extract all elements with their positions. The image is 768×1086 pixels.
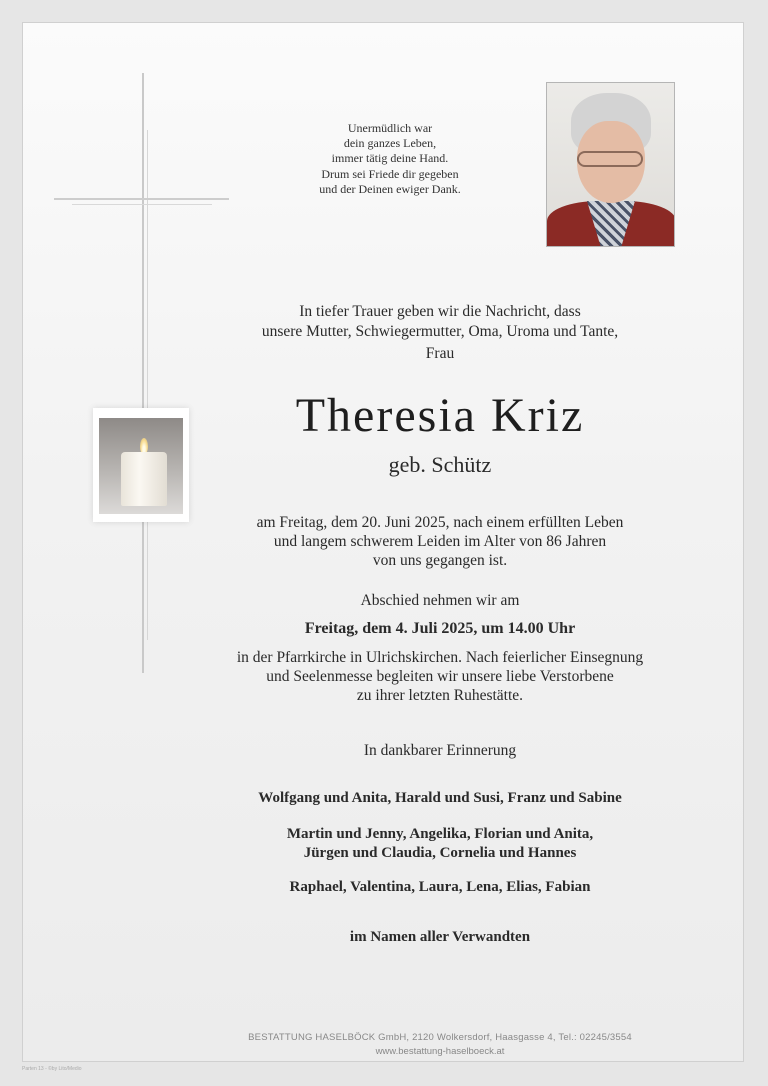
death-line: und langem schwerem Leiden im Alter von 86 Jahren: [273, 533, 607, 550]
cross-vertical-beam-shadow: [147, 130, 148, 640]
mourners-line: Jürgen und Claudia, Cornelia und Hannes: [303, 845, 577, 861]
announcement-intro: [180, 302, 700, 341]
deceased-name: Theresia Kriz: [295, 389, 585, 442]
place-line: zu ihrer letzten Ruhestätte.: [356, 687, 524, 704]
mourners-closing: im Namen aller Verwandten: [349, 929, 531, 945]
funeral-home-website[interactable]: www.bestattung-haselboeck.at: [375, 1046, 505, 1057]
honorific: Frau: [425, 345, 455, 362]
death-notice: [180, 513, 700, 570]
mourners-great-grandchildren: Raphael, Valentina, Laura, Lena, Elias, Fabian: [289, 879, 591, 895]
intro-line: In tiefer Trauer geben wir die Nachricht, dass: [299, 303, 581, 320]
poem-line: immer tätig deine Hand.: [331, 151, 449, 166]
poem-line: und der Deinen ewiger Dank.: [319, 181, 461, 196]
funeral-place: [180, 648, 700, 705]
poem-line: dein ganzes Leben,: [343, 136, 437, 151]
portrait-photo: [546, 82, 675, 247]
death-line: von uns gegangen ist.: [372, 552, 508, 569]
candle-background: [99, 418, 183, 514]
cross-horizontal-beam: [54, 198, 229, 200]
template-credit: Parten 13 - ©by Lito/Medio: [22, 1066, 82, 1072]
place-line: und Seelenmesse begleiten wir unsere liebe Verstorbene: [266, 668, 614, 685]
funeral-date: Freitag, dem 4. Juli 2025, um 14.00 Uhr: [304, 620, 576, 637]
candle-icon: [121, 452, 167, 506]
poem-line: Unermüdlich war: [347, 121, 433, 135]
intro-line: unsere Mutter, Schwiegermutter, Oma, Uroma und Tante,: [261, 322, 619, 340]
mourners-grandchildren: [180, 825, 700, 863]
funeral-home-address: BESTATTUNG HASELBÖCK GmbH, 2120 Wolkersdorf, Haasgasse 4, Tel.: 02245/3554: [248, 1032, 632, 1043]
candle-image: [93, 408, 189, 522]
memory-heading: In dankbarer Erinnerung: [363, 742, 517, 759]
mourners-children: Wolfgang und Anita, Harald und Susi, Franz und Sabine: [258, 790, 622, 806]
poem-line: Drum sei Friede dir gegeben: [321, 166, 459, 181]
mourners-line: Martin und Jenny, Angelika, Florian und Anita,: [286, 826, 594, 842]
maiden-name: geb. Schütz: [388, 452, 492, 477]
cross-horizontal-beam-shadow: [72, 204, 212, 205]
cross-vertical-beam: [142, 73, 144, 673]
memorial-poem: [300, 121, 480, 197]
farewell-text: Abschied nehmen wir am: [360, 592, 520, 609]
portrait-glasses: [577, 151, 643, 167]
place-line: in der Pfarrkirche in Ulrichskirchen. Nach feierlicher Einsegnung: [236, 649, 644, 666]
death-line: am Freitag, dem 20. Juni 2025, nach einem erfüllten Leben: [256, 514, 624, 531]
